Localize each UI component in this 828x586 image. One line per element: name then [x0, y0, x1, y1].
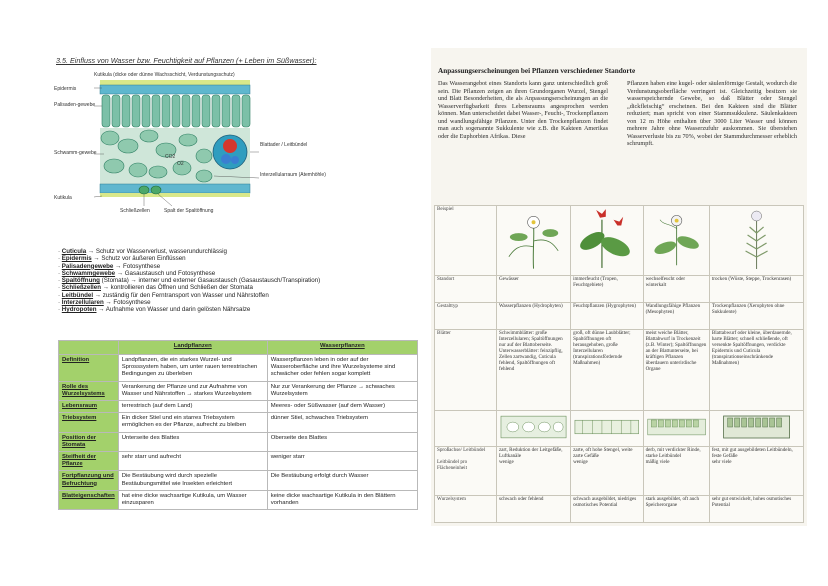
- cell-wasser: Wasserpflanzen leben in oder auf der Wasseroberfläche und ihre Wurzelsysteme sind schwächer oder fehlen sogar komplett: [267, 355, 417, 382]
- cell-standort: wechselfeucht oder winterkalt: [643, 276, 709, 303]
- label-blattader: Blattader / Leitbündel: [260, 142, 308, 148]
- table-row: [59, 432, 418, 451]
- plant-illustration-meso: [643, 206, 709, 276]
- label-gestalttyp: Gestalttyp: [435, 303, 497, 330]
- cell-land: Ein dicker Stiel und ein starres Triebsystem ermöglichen es der Pflanze, aufrecht zu bleiben: [118, 413, 267, 432]
- section-title: 3.5. Einfluss von Wasser bzw. Feuchtigkeit auf Pflanzen (+ Leben im Süßwasser):: [56, 56, 317, 65]
- textbook-column-left: Das Wasserangebot eines Standorts kann ganz unterschiedlich groß sein. Die Pflanzen zeigen an ihren Grundorganen Wurzel, Stengel und Blatt Besonderheiten, die als Anpassungserscheinungen an die Wasserverfügbarkeit ihres Lebensraums angesprochen werden können. Man unterscheidet dabei Wasser-, Feucht-, Trockenpflanzen und wandlungsfähige Pflanzen. Unter den Trockenpflanzen findet man auch sogenannte Sukkulente wie z.B. die Kakteen Amerikas oder die Euphorbien Afrikas. Diese: [438, 80, 608, 140]
- row-label: Fortpflanzung und Befruchtung: [59, 471, 119, 490]
- cell-wasser: dünner Stiel, schwaches Triebsystem: [267, 413, 417, 432]
- table-row-blaetter: [435, 330, 804, 411]
- cross-section-water: [497, 411, 571, 447]
- cross-section-illustration: [573, 412, 641, 442]
- plant-adaptation-table: [434, 205, 804, 523]
- cross-section-feucht: [571, 411, 644, 447]
- row-label: Definition: [59, 355, 119, 382]
- plant-illustration-feucht: [571, 206, 644, 276]
- cell-wurzel: schwach oder fehlend: [497, 495, 571, 522]
- cell-blaetter: groß, oft dünne Laubblätter; Spaltöffnungen oft herausgehoben, große Interzellularen (transpirationsfördernde Maßnahmen): [571, 330, 644, 411]
- cell-wasser: Oberseite des Blattes: [267, 432, 417, 451]
- table-row-cross-sections: [435, 411, 804, 447]
- leaf-cross-section-diagram: [54, 66, 326, 246]
- cell-wasser: Nur zur Verankerung der Pflanze → schwaches Wurzelsystem: [267, 381, 417, 400]
- cell-wasser: Die Bestäubung erfolgt durch Wasser: [267, 471, 417, 490]
- table-row: [59, 355, 418, 382]
- glossary-item: · Palisadengewebe → Fotosynthese: [58, 262, 161, 270]
- cell-wasser: weniger starr: [267, 452, 417, 471]
- row-label: Blatteigenschaften: [59, 490, 119, 509]
- label-kutikula-bottom: Kutikula: [54, 195, 72, 201]
- label-spross: Sproßachse/ Leitbündel Leitbündel pro Flächeneinheit: [435, 447, 497, 496]
- glossary-item: · Hydropoten → Aufnahme von Wasser und darin gelösten Nährsalze: [58, 306, 251, 314]
- table-row-beispiel: [435, 206, 804, 276]
- table-header-land: Landpflanzen: [118, 341, 267, 355]
- upper-epidermis: [100, 85, 250, 94]
- glossary-item: · Schließzellen → kontrollieren das Öffnen und Schließen der Stomata: [58, 284, 253, 292]
- cell-wasser: keine dicke wachsartige Kutikula in den Blättern vorhanden: [267, 490, 417, 509]
- label-schliesszellen: Schließzellen: [120, 208, 150, 214]
- lower-cuticle: [100, 193, 250, 197]
- glossary-item: · Spaltöffnung (Stomata) → interner und externer Gasaustausch (Gasaustausch/Transpiration): [58, 277, 321, 285]
- cell-blaetter: meist weiche Blätter, Blattabwurf in Trockenzeit (z.B. Winter); Spaltöffnungen an der Blattunterseite, bei kräftigen Pflanzen überdauern unterirdische Organe: [643, 330, 709, 411]
- cell-standort: Gewässer: [497, 276, 571, 303]
- label-blaetter: Blätter: [435, 330, 497, 411]
- cell-wurzel: sehr gut entwickelt, hohes osmotisches Potential: [709, 495, 803, 522]
- label-interzellularraum: Interzellularraum (Atemhöhle): [260, 172, 326, 178]
- table-row-spross: [435, 447, 804, 496]
- label-schwammgewebe: Schwamm-gewebe: [54, 150, 97, 156]
- glossary-item: · Interzellularen → Fotosynthese: [58, 299, 151, 307]
- table-row: [59, 401, 418, 413]
- cell-wurzel: stark ausgebildet, oft auch Speicherorgane: [643, 495, 709, 522]
- table-header-corner: [59, 341, 119, 355]
- cross-section-illustration: [499, 412, 568, 442]
- cross-section-meso: [643, 411, 709, 447]
- hygrophyte-illustration: [573, 207, 641, 271]
- cross-section-xero: [709, 411, 803, 447]
- cell-spross: derb, mit verdickter Rinde, starke Leitbündel mäßig viele: [643, 447, 709, 496]
- comparison-table: [58, 340, 418, 510]
- label-co2: CO2: [165, 154, 176, 160]
- table-header-wasser: Wasserpflanzen: [267, 341, 417, 355]
- plant-illustration-xero: [709, 206, 803, 276]
- label-o2: O2: [177, 161, 184, 167]
- textbook-column-right: Pflanzen haben eine kugel- oder säulenförmige Gestalt, wodurch die Verdunstungsoberfläche verringert ist. Gleichzeitig besitzen sie wasserspeichernde Gewebe, so daß Blätter oder Stengel „dickfleischig“ erscheinen. Bei den Kakteen sind die Blätter reduziert; man spricht von einer Stammsukkulenz. Säulenkakteen von 12 m Höhe enthalten über 3000 Liter Wasser und können mehrere Jahre ohne Wasserzufuhr auskommen. Sie überstehen Wasserverluste bis zu 70%, wobei der Stammdurchmesser erheblich schrumpft.: [627, 80, 797, 147]
- glossary-item: · Cuticula → Schutz vor Wasserverlust, wasserundurchlässig: [58, 248, 227, 255]
- table-row-wurzel: [435, 495, 804, 522]
- vascular-bundle: [213, 135, 247, 169]
- cell-land: Die Bestäubung wird durch spezielle Bestäubungsmittel wie Insekten erleichtert: [118, 471, 267, 490]
- left-page: [48, 52, 410, 532]
- cell-wasser: Meeres- oder Süßwasser (auf dem Wasser): [267, 401, 417, 413]
- table-row: [59, 490, 418, 509]
- row-label: Rolle des Wurzelsystems: [59, 381, 119, 400]
- right-page-textbook: [431, 48, 807, 526]
- palisade-cells: [102, 95, 250, 127]
- cell-land: hat eine dicke wachsartige Kutikula, um Wasser einzusparen: [118, 490, 267, 509]
- cell-wurzel: schwach ausgebildet, niedriges osmotisches Potential: [571, 495, 644, 522]
- cell-blaetter: Blattabwurf oder kleine, überdauernde, harte Blätter; schnell schließende, oft versenkte Spaltöffnungen, verdickte Epidermis und Cuticula (transpirationseinschränkende Maßnahmen): [709, 330, 803, 411]
- cell-land: sehr starr und aufrecht: [118, 452, 267, 471]
- lower-epidermis: [100, 184, 250, 193]
- glossary-item: · Leitbündel → zuständig für den Ferntransport von Wasser und Nährstoffen: [58, 291, 269, 299]
- label-wurzelsystem: Wurzelsystem: [435, 495, 497, 522]
- label-standort: Standort: [435, 276, 497, 303]
- mesophyte-illustration: [646, 207, 707, 271]
- plant-illustration-water: [497, 206, 571, 276]
- cell-standort: immerfeucht (Tropen, Feuchtgebiete): [571, 276, 644, 303]
- row-label: Position der Stomata: [59, 432, 119, 451]
- label-kutikula-top: Kutikula (dicke oder dünne Wachsschicht, Verdunstungsschutz): [94, 72, 235, 78]
- glossary-list: [58, 248, 408, 314]
- row-label: Triebsystem: [59, 413, 119, 432]
- cell-gestalttyp: Trockenpflanzen (Xerophyten ohne Sukkulente): [709, 303, 803, 330]
- table-row-gestalttyp: [435, 303, 804, 330]
- table-row: [59, 381, 418, 400]
- row-label: Lebensraum: [59, 401, 119, 413]
- cell-blaetter: Schwimmblätter: große Interzellularen; Spaltöffnungen nur auf der Blattoberseite. Unterwasserblätter: feinzipflig, Zellen zartwandig, Cuticula fehlend, Spaltöffnungen oft fehlend: [497, 330, 571, 411]
- upper-cuticle: [100, 80, 250, 85]
- cell-spross: fest, mit gut ausgebildeten Leitbündeln, feste Gefäße sehr viele: [709, 447, 803, 496]
- glossary-item: · Schwammgewebe → Gasaustausch und Fotosynthese: [58, 269, 216, 277]
- glossary-item: · Epidermis → Schutz vor äußeren Einflüssen: [58, 255, 186, 263]
- table-row: [59, 452, 418, 471]
- cell-land: Unterseite des Blattes: [118, 432, 267, 451]
- table-row: [59, 471, 418, 490]
- label-palisadengewebe: Palisaden-gewebe: [54, 102, 96, 108]
- water-lily-illustration: [499, 207, 568, 271]
- textbook-heading: Anpassungserscheinungen bei Pflanzen verschiedener Standorte: [438, 67, 636, 75]
- row-label: Steifheit der Pflanze: [59, 452, 119, 471]
- xerophyte-illustration: [712, 207, 801, 271]
- label-spalt: Spalt der Spaltöffnung: [164, 208, 214, 214]
- cell-land: terrestrisch (auf dem Land): [118, 401, 267, 413]
- cell-land: Verankerung der Pflanze und zur Aufnahme von Wasser und Nährstoffen → starkes Wurzelsystem: [118, 381, 267, 400]
- label-beispiel: Beispiel: [435, 206, 497, 276]
- cross-section-illustration: [712, 412, 801, 442]
- cell-land: Landpflanzen, die ein starkes Wurzel- und Sprosssystem haben, um unter rauen terrestrischen Bedingungen zu überleben: [118, 355, 267, 382]
- cell-gestalttyp: Wasserpflanzen (Hydrophyten): [497, 303, 571, 330]
- cell-spross: zarte, oft hohe Stengel, weite zarte Gefäße wenige: [571, 447, 644, 496]
- table-row-standort: [435, 276, 804, 303]
- cell-gestalttyp: Feuchtpflanzen (Hygrophyten): [571, 303, 644, 330]
- label-epidermis: Epidermis: [54, 86, 77, 92]
- cell-gestalttyp: Wandlungsfähige Pflanzen (Mesophyten): [643, 303, 709, 330]
- cross-section-illustration: [646, 412, 707, 442]
- cell-spross: zart, Reduktion der Leitgefäße, Luftkanäle wenige: [497, 447, 571, 496]
- table-header-row: [59, 341, 418, 355]
- table-row: [59, 413, 418, 432]
- cell-standort: trocken (Wüste, Steppe, Trockenrasen): [709, 276, 803, 303]
